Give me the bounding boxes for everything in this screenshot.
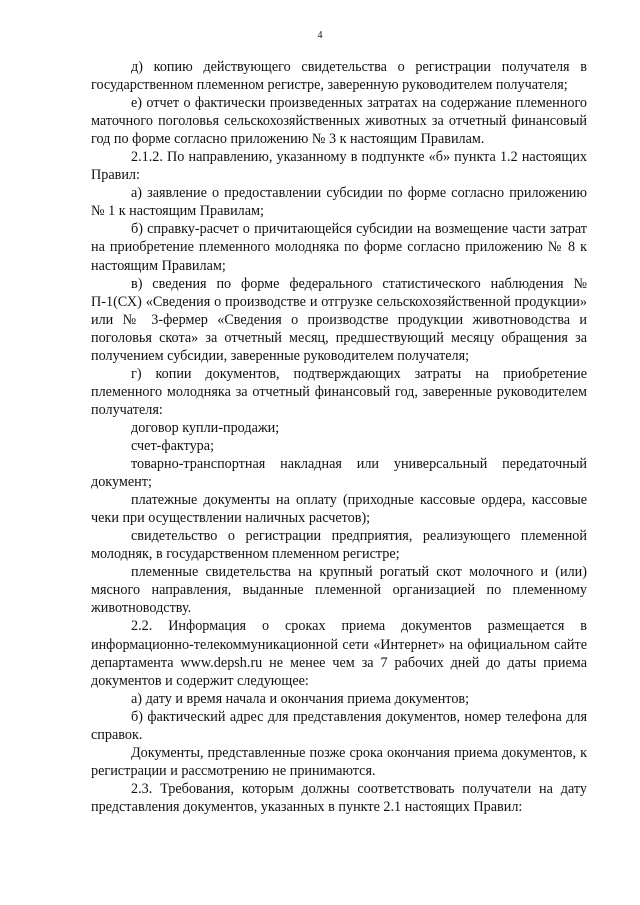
paragraph: 2.2. Информация о сроках приема документов размещается в информационно-телекоммуникационной сети «Интернет» на официальном сайте департамента www.depsh.ru не менее чем за 7 рабочих дней до даты приема документов и содержит следующее: (91, 618, 587, 689)
paragraph: г) копии документов, подтверждающих затраты на приобретение племенного молодняка за отчетный финансовый год, заверенные руководителем получателя: (91, 365, 587, 418)
list-item: договор купли-продажи; (131, 419, 280, 436)
paragraph: д) копию действующего свидетельства о регистрации получателя в государственном племенном регистре, заверенную руководителем получателя; (91, 59, 587, 94)
list-item: платежные документы на оплату (приходные кассовые ордера, кассовые чеки при осуществлении наличных расчетов); (91, 492, 587, 527)
page-number: 4 (317, 30, 323, 41)
paragraph: 2.1.2. По направлению, указанному в подпункте «б» пункта 1.2 настоящих Правил: (91, 149, 587, 184)
paragraph: Документы, представленные позже срока окончания приема документов, к регистрации и рассмотрению не принимаются. (91, 744, 587, 779)
paragraph: в) сведения по форме федерального статистического наблюдения № П-1(СХ) «Сведения о производстве и отгрузке сельскохозяйственной продукции» или № 3-фермер «Сведения о производстве продукции животноводства и поголовья скота» за отчетный месяц, предшествующий месяцу обращения за получением субсидии, заверенные руководителем получателя; (91, 275, 587, 364)
list-item: счет-фактура; (131, 437, 215, 454)
list-item: свидетельство о регистрации предприятия, реализующего племенной молодняк, в государственном племенном регистре; (91, 528, 587, 563)
list-item: товарно-транспортная накладная или универсальный передаточный документ; (91, 456, 587, 491)
paragraph: е) отчет о фактически произведенных затратах на содержание племенного маточного поголовья сельскохозяйственных животных за отчетный финансовый год по форме согласно приложению № 3 к настоящим Правилам. (91, 95, 587, 148)
list-item: племенные свидетельства на крупный рогатый скот молочного и (или) мясного направления, выданные племенной организацией по племенному животноводству. (91, 564, 587, 617)
paragraph: б) фактический адрес для представления документов, номер телефона для справок. (91, 708, 587, 743)
paragraph: а) заявление о предоставлении субсидии по форме согласно приложению № 1 к настоящим Правилам; (91, 185, 587, 220)
paragraph: 2.3. Требования, которым должны соответствовать получатели на дату представления документов, указанных в пункте 2.1 настоящих Правил: (91, 780, 587, 815)
paragraph: б) справку-расчет о причитающейся субсидии на возмещение части затрат на приобретение племенного молодняка по форме согласно приложению № 8 к настоящим Правилам; (91, 221, 587, 274)
document-body (91, 58, 587, 816)
paragraph: а) дату и время начала и окончания приема документов; (131, 690, 470, 707)
